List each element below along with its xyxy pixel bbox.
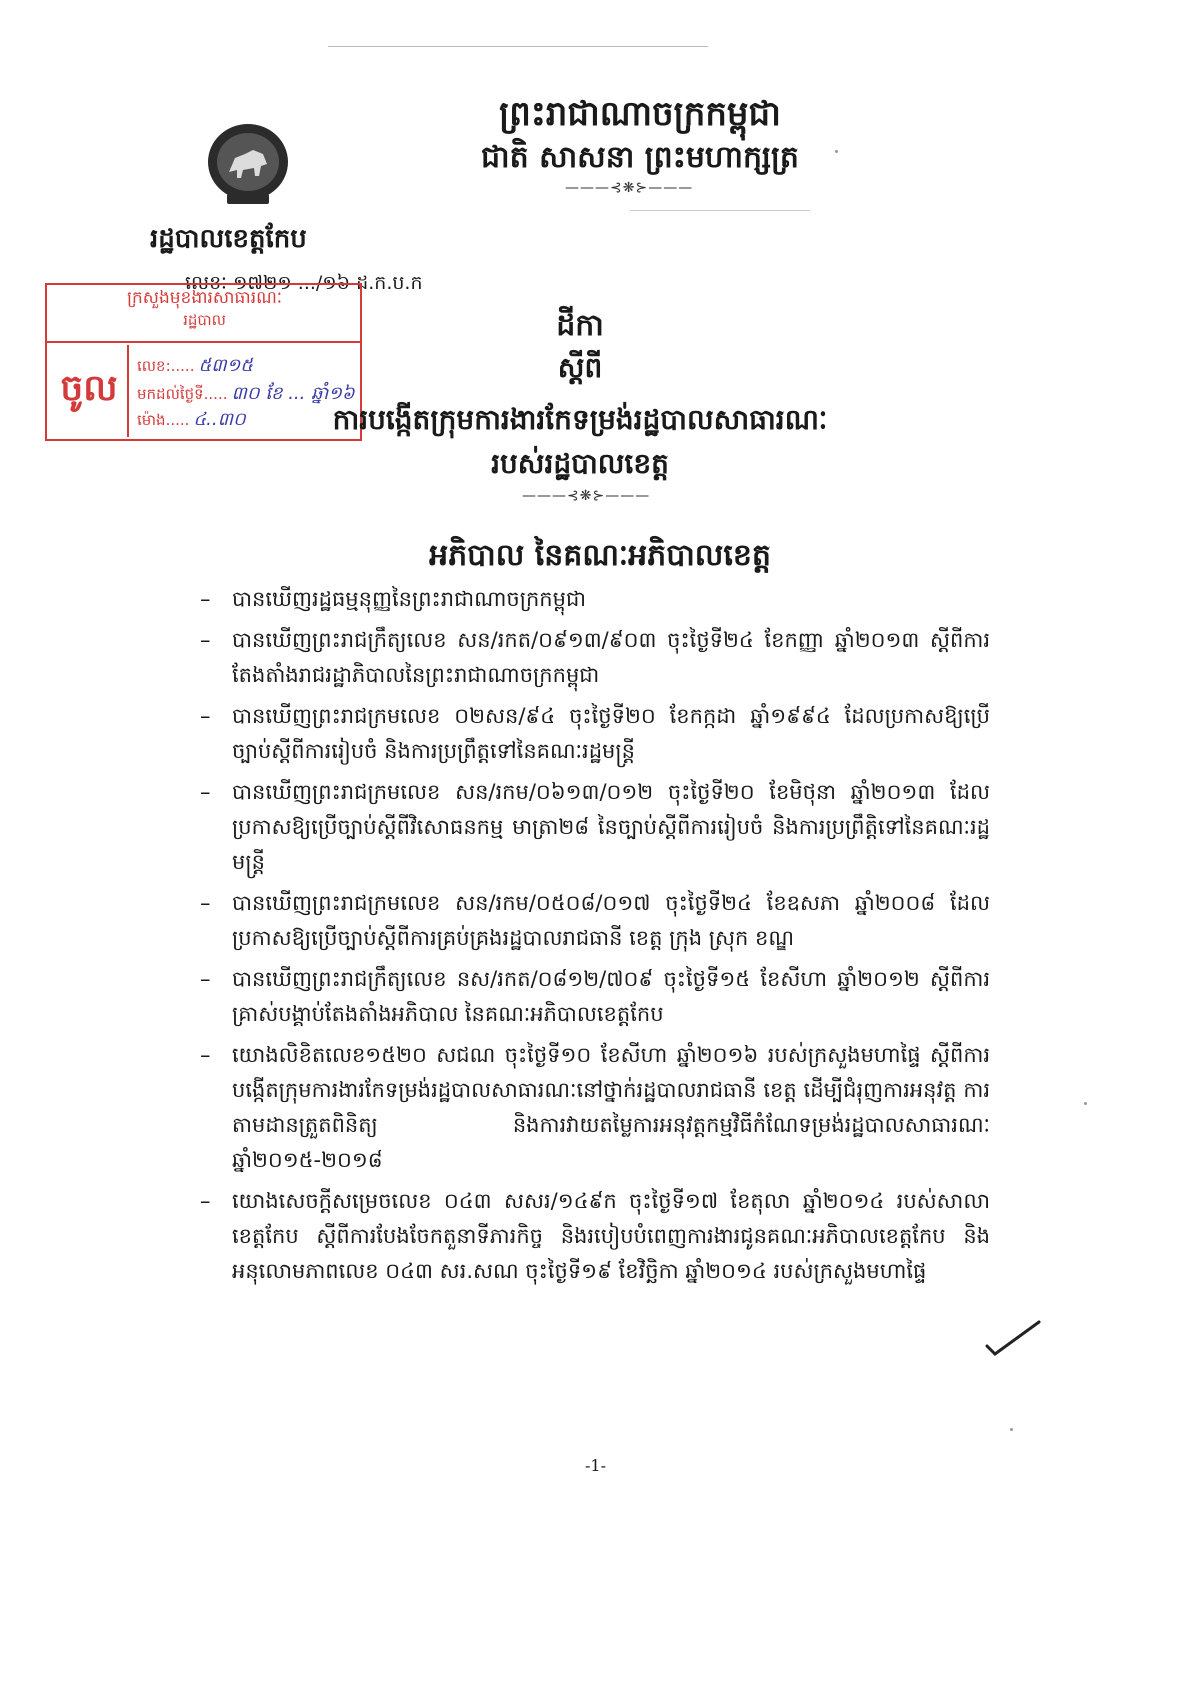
subject-line-2: របស់រដ្ឋបាលខេត្ត	[491, 447, 669, 480]
scan-speck	[835, 150, 838, 153]
stamp-number-label: លេខ:.....	[137, 357, 195, 375]
scan-speck	[1010, 1428, 1013, 1431]
page-number: -1-	[585, 1456, 606, 1475]
preamble-list	[200, 582, 990, 1295]
stamp-title: ក្រសួងមុខងារសាធារណៈ	[126, 288, 283, 308]
list-item: – បានឃើញរដ្ឋធម្មនុញ្ញនៃព្រះរាជាណាចក្រកម្ពុជា	[200, 587, 586, 611]
list-item: – យោងលិខិតលេខ១៥២០ សជណ ចុះថ្ងៃទី១០ ខែសីហា ឆ្នាំ២០១៦ របស់ក្រសួងមហាផ្ទៃ ស្តីពីការបង្កើតក្រុមការងារកែទម្រង់រដ្ឋបាលសាធារណៈនៅថ្នាក់រដ្ឋបាលរាជធានី ខេត្ត ដើម្បីជំរុញការអនុវត្ត ការតាមដានត្រួតពិនិត្យ និងការវាយតម្លៃការអនុវត្តកម្មវិធីកំណែទម្រង់រដ្ឋបាលសាធារណៈ ឆ្នាំ២០១៥-២០១៨	[200, 1043, 990, 1172]
scan-speck	[1084, 1102, 1087, 1105]
stamp-number-value: ៥៣១៥	[198, 355, 253, 376]
subject-line-1: ការបង្កើតក្រុមការងារកែទម្រង់រដ្ឋបាលសាធារណៈ	[332, 403, 828, 436]
top-rule	[328, 46, 708, 47]
issuer-name: រដ្ឋបាលខេត្តកែប	[150, 224, 307, 254]
list-item: – បានឃើញព្រះរាជក្រឹត្យលេខ នស/រកត/០៨១២/៧០៩ ចុះថ្ងៃទី១៥ ខែសីហា ឆ្នាំ២០១២ ស្តីពីការគ្រាស់បង្គាប់តែងតាំងអភិបាល នៃគណៈអភិបាលខេត្តកែប	[200, 967, 990, 1026]
subject-prefix: ស្តីពី	[557, 351, 603, 384]
list-item: – បានឃើញព្រះរាជក្រមលេខ សន/រកម/០៥០៨/០១៧ ចុះថ្ងៃទី២៤ ខែឧសភា ឆ្នាំ២០០៨ ដែលប្រកាសឱ្យប្រើច្បាប់ស្តីពីការគ្រប់គ្រងរដ្ឋបាលរាជធានី ខេត្ត ក្រុង ស្រុក ខណ្ឌ	[200, 891, 990, 950]
stamp-received-label: ចូល	[51, 345, 129, 437]
handwritten-check-mark	[983, 1318, 1043, 1358]
header-rule	[630, 210, 810, 211]
kingdom-heading	[420, 92, 860, 180]
header-ornament: ———⊰❋⊱———	[565, 180, 694, 196]
list-item: – បានឃើញព្រះរាជក្រឹត្យលេខ សន/រកត/០៩១៣/៩០៣ ចុះថ្ងៃទី២៤ ខែកញ្ញា ឆ្នាំ២០១៣ ស្តីពីការតែងតាំងរាជរដ្ឋាភិបាលនៃព្រះរាជាណាចក្រកម្ពុជា	[200, 628, 990, 687]
stamp-subtitle: រដ្ឋបាល	[183, 311, 226, 329]
stamp-date-label: មកដល់ថ្ងៃទី.....	[137, 385, 228, 403]
authority-heading: អភិបាល នៃគណៈអភិបាលខេត្ត	[429, 538, 771, 573]
stamp-date-value: ៣០ ខែ ... ឆ្នាំ១៦	[231, 383, 355, 404]
province-seal-icon	[205, 120, 291, 210]
list-item: – យោងសេចក្តីសម្រេចលេខ ០៤៣ សសរ/១៤៩ក ចុះថ្ងៃទី១៧ ខែតុលា ឆ្នាំ២០១៤ របស់សាលាខេត្តកែប ស្តីពីការបែងចែកតួនាទីភារកិច្ច និងរបៀបបំពេញការងារជូនគណៈអភិបាលខេត្តកែប និងអនុលោមភាពលេខ ០៤៣ សរ.សណ ចុះថ្ងៃទី១៩ ខែវិច្ឆិកា ឆ្នាំ២០១៤ របស់ក្រសួងមហាផ្ទៃ	[200, 1189, 990, 1283]
list-item: – បានឃើញព្រះរាជក្រមលេខ ០២សន/៩៤ ចុះថ្ងៃទី២០ ខែកក្កដា ឆ្នាំ១៩៩៤ ដែលប្រកាសឱ្យប្រើច្បាប់ស្តីពីការរៀបចំ និងការប្រព្រឹត្តទៅនៃគណៈរដ្ឋមន្ត្រី	[200, 704, 990, 763]
reference-number: លេខៈ ១៧២១ .../១៦ ដ.ក.ប.ក	[185, 272, 423, 294]
stamp-time-label: ម៉ោង.....	[137, 411, 190, 429]
kingdom-name: ព្រះរាជាណាចក្រកម្ពុជា	[499, 94, 781, 134]
stamp-time-value: ៤..៣០	[193, 409, 246, 430]
list-item: – បានឃើញព្រះរាជក្រមលេខ សន/រកម/០៦១៣/០១២ ចុះថ្ងៃទី២០ ខែមិថុនា ឆ្នាំ២០១៣ ដែលប្រកាសឱ្យប្រើច្បាប់ស្តីពីវិសោធនកម្ម មាត្រា២៨ នៃច្បាប់ស្តីពីការរៀបចំ និងការប្រព្រឹត្តិទៅនៃគណៈរដ្ឋមន្ត្រី	[200, 780, 990, 874]
national-motto: ជាតិ សាសនា ព្រះមហាក្សត្រ	[481, 140, 799, 175]
document-type: ដីកា	[556, 308, 604, 343]
title-ornament: ———⊰❋⊱———	[522, 488, 651, 504]
